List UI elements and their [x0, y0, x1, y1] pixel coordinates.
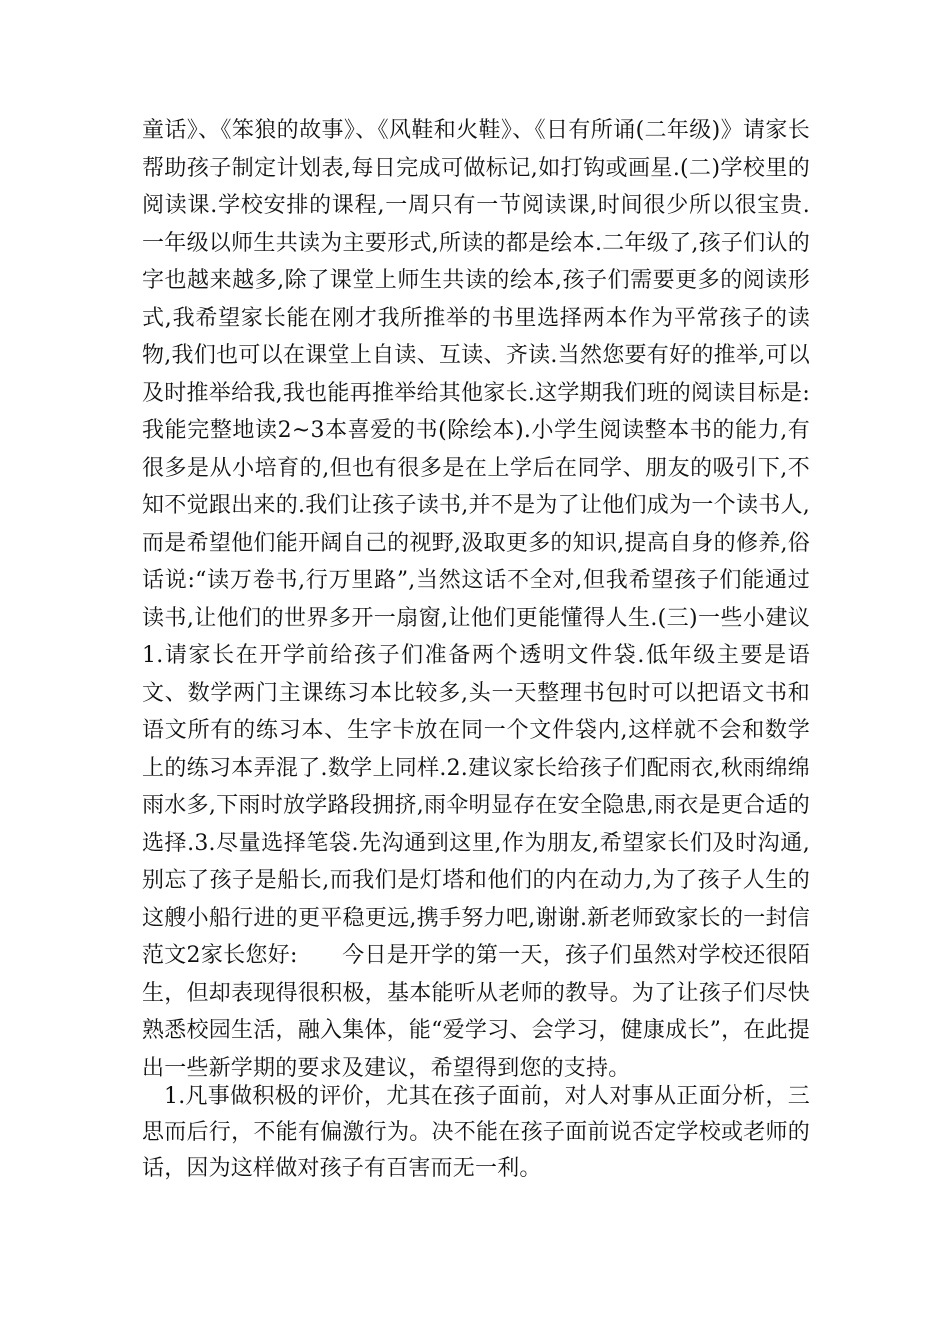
body-paragraph-1: 童话》、《笨狼的故事》、《风鞋和火鞋》、《日有所诵(二年级)》请家长帮助孩子制定计划表,每日完成可做标记,如打钩或画星.(二)学校里的阅读课.学校安排的课程,一周只有一节阅读课,时间很少所以很宝贵.一年级以师生共读为主要形式,所读的都是绘本.二年级了,孩子们认的字也越来越多,除了课堂上师生共读的绘本,孩子们需要更多的阅读形式,我希望家长能在刚才我所推举的书里选择两本作为平常孩子的读物,我们也可以在课堂上自读、互读、齐读.当然您要有好的推举,可以及时推举给我,我也能再推举给其他家长.这学期我们班的阅读目标是:我能完整地读2~3本喜爱的书(除绘本).小学生阅读整本书的能力,有很多是从小培育的,但也有很多是在上学后在同学、朋友的吸引下,不知不觉跟出来的.我们让孩子读书,并不是为了让他们成为一个读书人,而是希望他们能开阔自己的视野,汲取更多的知识,提高自身的修养,俗话说:“读万卷书,行万里路”,当然这话不全对,但我希望孩子们能通过读书,让他们的世界多开一扇窗,让他们更能懂得人生.(三)一些小建议1.请家长在开学前给孩子们准备两个透明文件袋.低年级主要是语文、数学两门主课练习本比较多,头一天整理书包时可以把语文书和语文所有的练习本、生字卡放在同一个文件袋内,这样就不会和数学上的练习本弄混了.数学上同样.2.建议家长给孩子们配雨衣,秋雨绵绵雨水多,下雨时放学路段拥挤,雨伞明显存在安全隐患,雨衣是更合适的选择.3.尽量选择笔袋.先沟通到这里,作为朋友,希望家长们及时沟通,别忘了孩子是船长,而我们是灯塔和他们的内在动力,为了孩子人生的这艘小船行进的更平稳更远,携手努力吧,谢谢.新老师致家长的一封信范文2家长您好: 今日是开学的第一天，孩子们虽然对学校还很陌生，但却表现得很积极，基本能听从老师的教导。为了让孩子们尽快熟悉校园生活，融入集体，能“爱学习、会学习，健康成长”，在此提出一些新学期的要求及建议，希望得到您的支持。 — [142, 118, 810, 1081]
body-paragraph-2: 1.凡事做积极的评价，尤其在孩子面前，对人对事从正面分析，三思而后行，不能有偏激行为。决不能在孩子面前说否定学校或老师的话，因为这样做对孩子有百害而无一利。 — [142, 1084, 810, 1181]
